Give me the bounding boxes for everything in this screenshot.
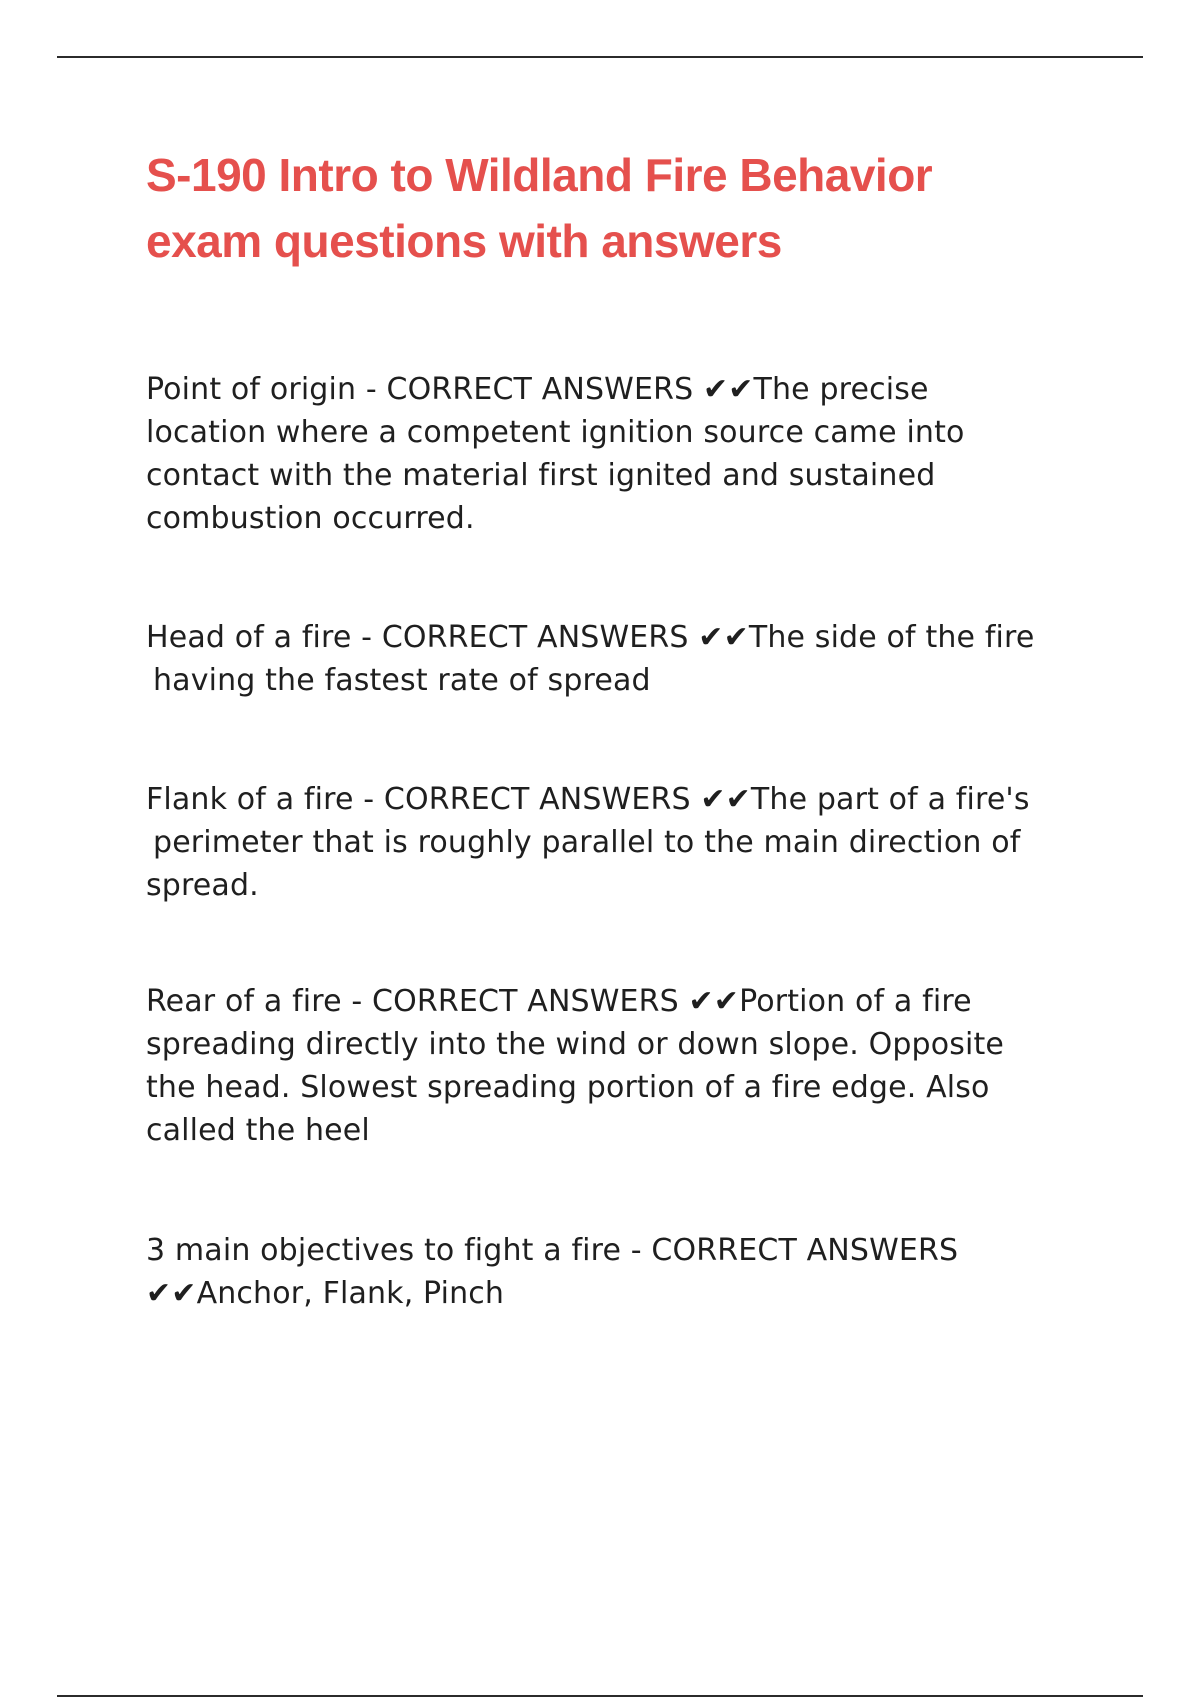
qa-line: 3 main objectives to fight a fire - CORRECT ANSWERS: [146, 1233, 959, 1268]
qa-line: Rear of a fire - CORRECT ANSWERS ✔✔Portion of a fire: [146, 984, 972, 1019]
qa-line: Head of a fire - CORRECT ANSWERS ✔✔The side of the fire: [146, 620, 1035, 655]
bottom-divider: [57, 1695, 1143, 1697]
qa-line: Point of origin - CORRECT ANSWERS ✔✔The precise: [146, 372, 929, 407]
qa-item-head-of-fire: [146, 616, 1106, 702]
qa-line: combustion occurred.: [146, 501, 475, 536]
qa-line: spreading directly into the wind or down slope. Opposite: [146, 1027, 1005, 1062]
qa-item-main-objectives: [146, 1229, 1106, 1315]
qa-item-point-of-origin: [146, 368, 1106, 540]
qa-item-rear-of-fire: [146, 980, 1106, 1152]
qa-line: called the heel: [146, 1113, 370, 1148]
qa-line: location where a competent ignition source came into: [146, 415, 965, 450]
qa-line: Flank of a fire - CORRECT ANSWERS ✔✔The part of a fire's: [146, 782, 1030, 817]
title-line: exam questions with answers: [146, 215, 782, 267]
top-divider: [57, 56, 1143, 58]
qa-item-flank-of-fire: [146, 778, 1106, 907]
qa-line: contact with the material first ignited and sustained: [146, 458, 936, 493]
qa-line: perimeter that is roughly parallel to the main direction of: [153, 825, 1021, 860]
qa-line: spread.: [146, 868, 259, 903]
qa-line: the head. Slowest spreading portion of a fire edge. Also: [146, 1070, 990, 1105]
qa-line: ✔✔Anchor, Flank, Pinch: [146, 1276, 505, 1311]
qa-line: having the fastest rate of spread: [153, 663, 651, 698]
page-title: [146, 142, 1086, 274]
title-line: S-190 Intro to Wildland Fire Behavior: [146, 149, 933, 201]
